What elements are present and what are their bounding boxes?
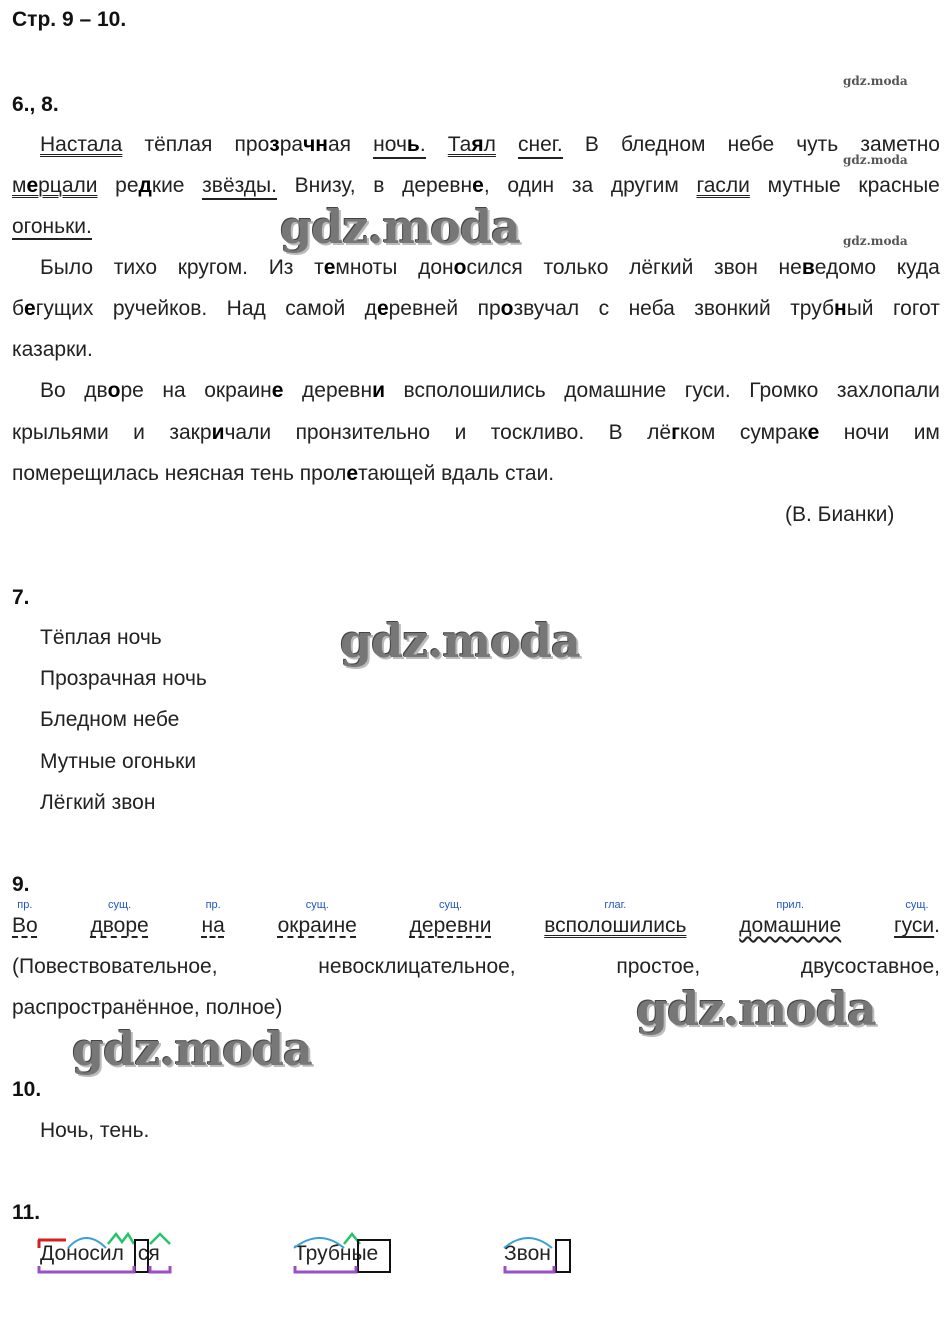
parsed-word: пр. на [202,914,225,938]
word: деревней [364,297,459,320]
word: Громко [749,379,819,402]
word-subject: звёзды. [202,174,277,200]
word: Над [226,297,266,320]
word: тихо [113,256,158,279]
phrase-item: Прозрачная ночь [40,667,207,690]
parsed-word: пр. Во [12,914,38,938]
word: небе [727,133,775,156]
root-arc [294,1238,344,1248]
word: самой [285,297,346,320]
word-predicate: Настала [40,133,123,156]
word: В [584,133,599,156]
morpheme-word: Доносил ся [40,1242,160,1265]
parsed-word: сущ. гуси. [894,914,940,938]
word: кругом. [177,256,248,279]
text-line [12,462,940,486]
watermark-big: gdz.moda [72,1022,312,1076]
word: ночи [843,421,890,444]
word: им [913,421,940,444]
morpheme-marks [290,1230,400,1280]
morpheme-word: Трубные [294,1242,379,1265]
word: казарки. [12,338,93,361]
parsed-word: глаг. всполошились [544,914,686,938]
word: захлопали [836,379,940,402]
word: звон [714,256,758,279]
text-line [12,379,940,403]
word: прозвучал [477,297,580,320]
parsed-word: сущ. деревни [410,914,492,938]
word: один [507,174,555,197]
pos-tag: глаг. [604,899,627,911]
word: В [608,421,623,444]
watermark-small: gdz.moda [843,234,908,248]
word-subject: снег. [518,133,563,159]
word: пронзительно [295,421,431,444]
word: Внизу, [294,174,356,197]
word: тоскливо. [490,421,585,444]
text-line [12,133,940,159]
word: трубный [790,297,874,320]
word: за [571,174,594,197]
word: доносился [418,256,523,279]
phrase-item: Мутные огоньки [40,750,197,773]
pos-tag: сущ. [305,899,329,911]
sentence-description: (Повествовательное, невосклицательное, простое, двусоставное, [12,955,940,978]
word: окраине [204,379,284,402]
pos-tag: пр. [205,899,221,911]
word: редкие [115,174,185,197]
word: гогот [892,297,940,320]
word: с [598,297,610,320]
word: только [543,256,609,279]
word: гуси. [684,379,731,402]
parsed-word: сущ. дворе [91,914,149,938]
root-arc [504,1238,552,1248]
parsed-word: сущ. окраине [278,914,357,938]
word: деревни [302,379,385,402]
word: Из [268,256,294,279]
text-line [12,297,940,321]
exercise-7-label: 7. [12,586,30,609]
word: деревне, [402,174,490,197]
text-line [12,338,940,362]
word: на [162,379,186,402]
watermark-big: gdz.moda [636,982,876,1036]
answer-text: Ночь, тень. [40,1119,150,1142]
word: лёгкий [629,256,694,279]
word: бледном [620,133,706,156]
word: и [454,421,467,444]
word: домашние [564,379,667,402]
author-signature: (В. Бианки) [785,503,895,526]
watermark-small: gdz.moda [843,74,908,88]
text-line [12,174,940,200]
word: дворе [84,379,144,402]
word: лёгком [647,421,716,444]
phrase-item: Тёплая ночь [40,626,162,649]
pos-tag: пр. [17,899,33,911]
pos-tag: сущ. [108,899,132,911]
root-arc [68,1238,106,1248]
word: крыльями [12,421,109,444]
watermark-small: gdz.moda [843,153,908,167]
parsed-word: прил. домашние [739,914,841,938]
morpheme-marks [500,1230,580,1280]
phrase-item: Лёгкий звон [40,791,156,814]
pos-tag: сущ. [905,899,929,911]
word: Во [40,379,66,402]
word: и [133,421,145,444]
word: неба [628,297,675,320]
page-header: Стр. 9 – 10. [12,8,127,31]
word: Было [40,256,94,279]
word: тёплая [144,133,213,156]
parsed-sentence [12,899,940,938]
morpheme-word: Звон [504,1242,551,1265]
ending-box [556,1240,570,1272]
pos-tag: прил. [776,899,805,911]
pos-tag: сущ. [439,899,463,911]
ending-box [358,1240,390,1272]
word: в [373,174,385,197]
stem-bracket [39,1266,134,1272]
phrase-item: Бледном небе [40,708,180,731]
word: померещилась неясная тень пролетающей вдаль стаи. [12,462,555,485]
suffix-mark [150,1234,170,1244]
word: сумраке [739,421,820,444]
word: неведомо [778,256,877,279]
ending-box [135,1240,148,1272]
watermark-big: gdz.moda [340,614,580,668]
stem-bracket [150,1266,170,1272]
word-subject: огоньки. [12,215,92,238]
watermark-big: gdz.moda [280,200,520,254]
word: бегущих [12,297,94,320]
word: другим [610,174,679,197]
word-predicate: гасли [696,174,750,197]
word: темноты [314,256,398,279]
exercise-6-8-label: 6., 8. [12,93,59,116]
word: закричали [169,421,272,444]
word: звонкий [694,297,771,320]
suffix-mark [108,1234,134,1244]
word: заметно [860,133,940,156]
text-line [12,421,940,445]
word: красные [858,174,940,197]
exercise-10-label: 10. [12,1078,42,1101]
sentence-description: распространённое, полное) [12,996,283,1019]
word: мутные [767,174,841,197]
morpheme-marks [36,1230,176,1280]
stem-bracket [295,1266,356,1272]
word-subject: ночь. [373,133,426,159]
stem-bracket [505,1266,554,1272]
word-predicate: Таял [447,133,496,156]
word: чуть [796,133,839,156]
exercise-11-label: 11. [12,1201,41,1224]
word: куда [896,256,940,279]
word: всполошились [403,379,546,402]
word: прозрачная [234,133,352,156]
exercise-9-label: 9. [12,873,30,896]
word-predicate: мерцали [12,174,98,197]
text-line [12,256,940,280]
word: ручейков. [112,297,208,320]
